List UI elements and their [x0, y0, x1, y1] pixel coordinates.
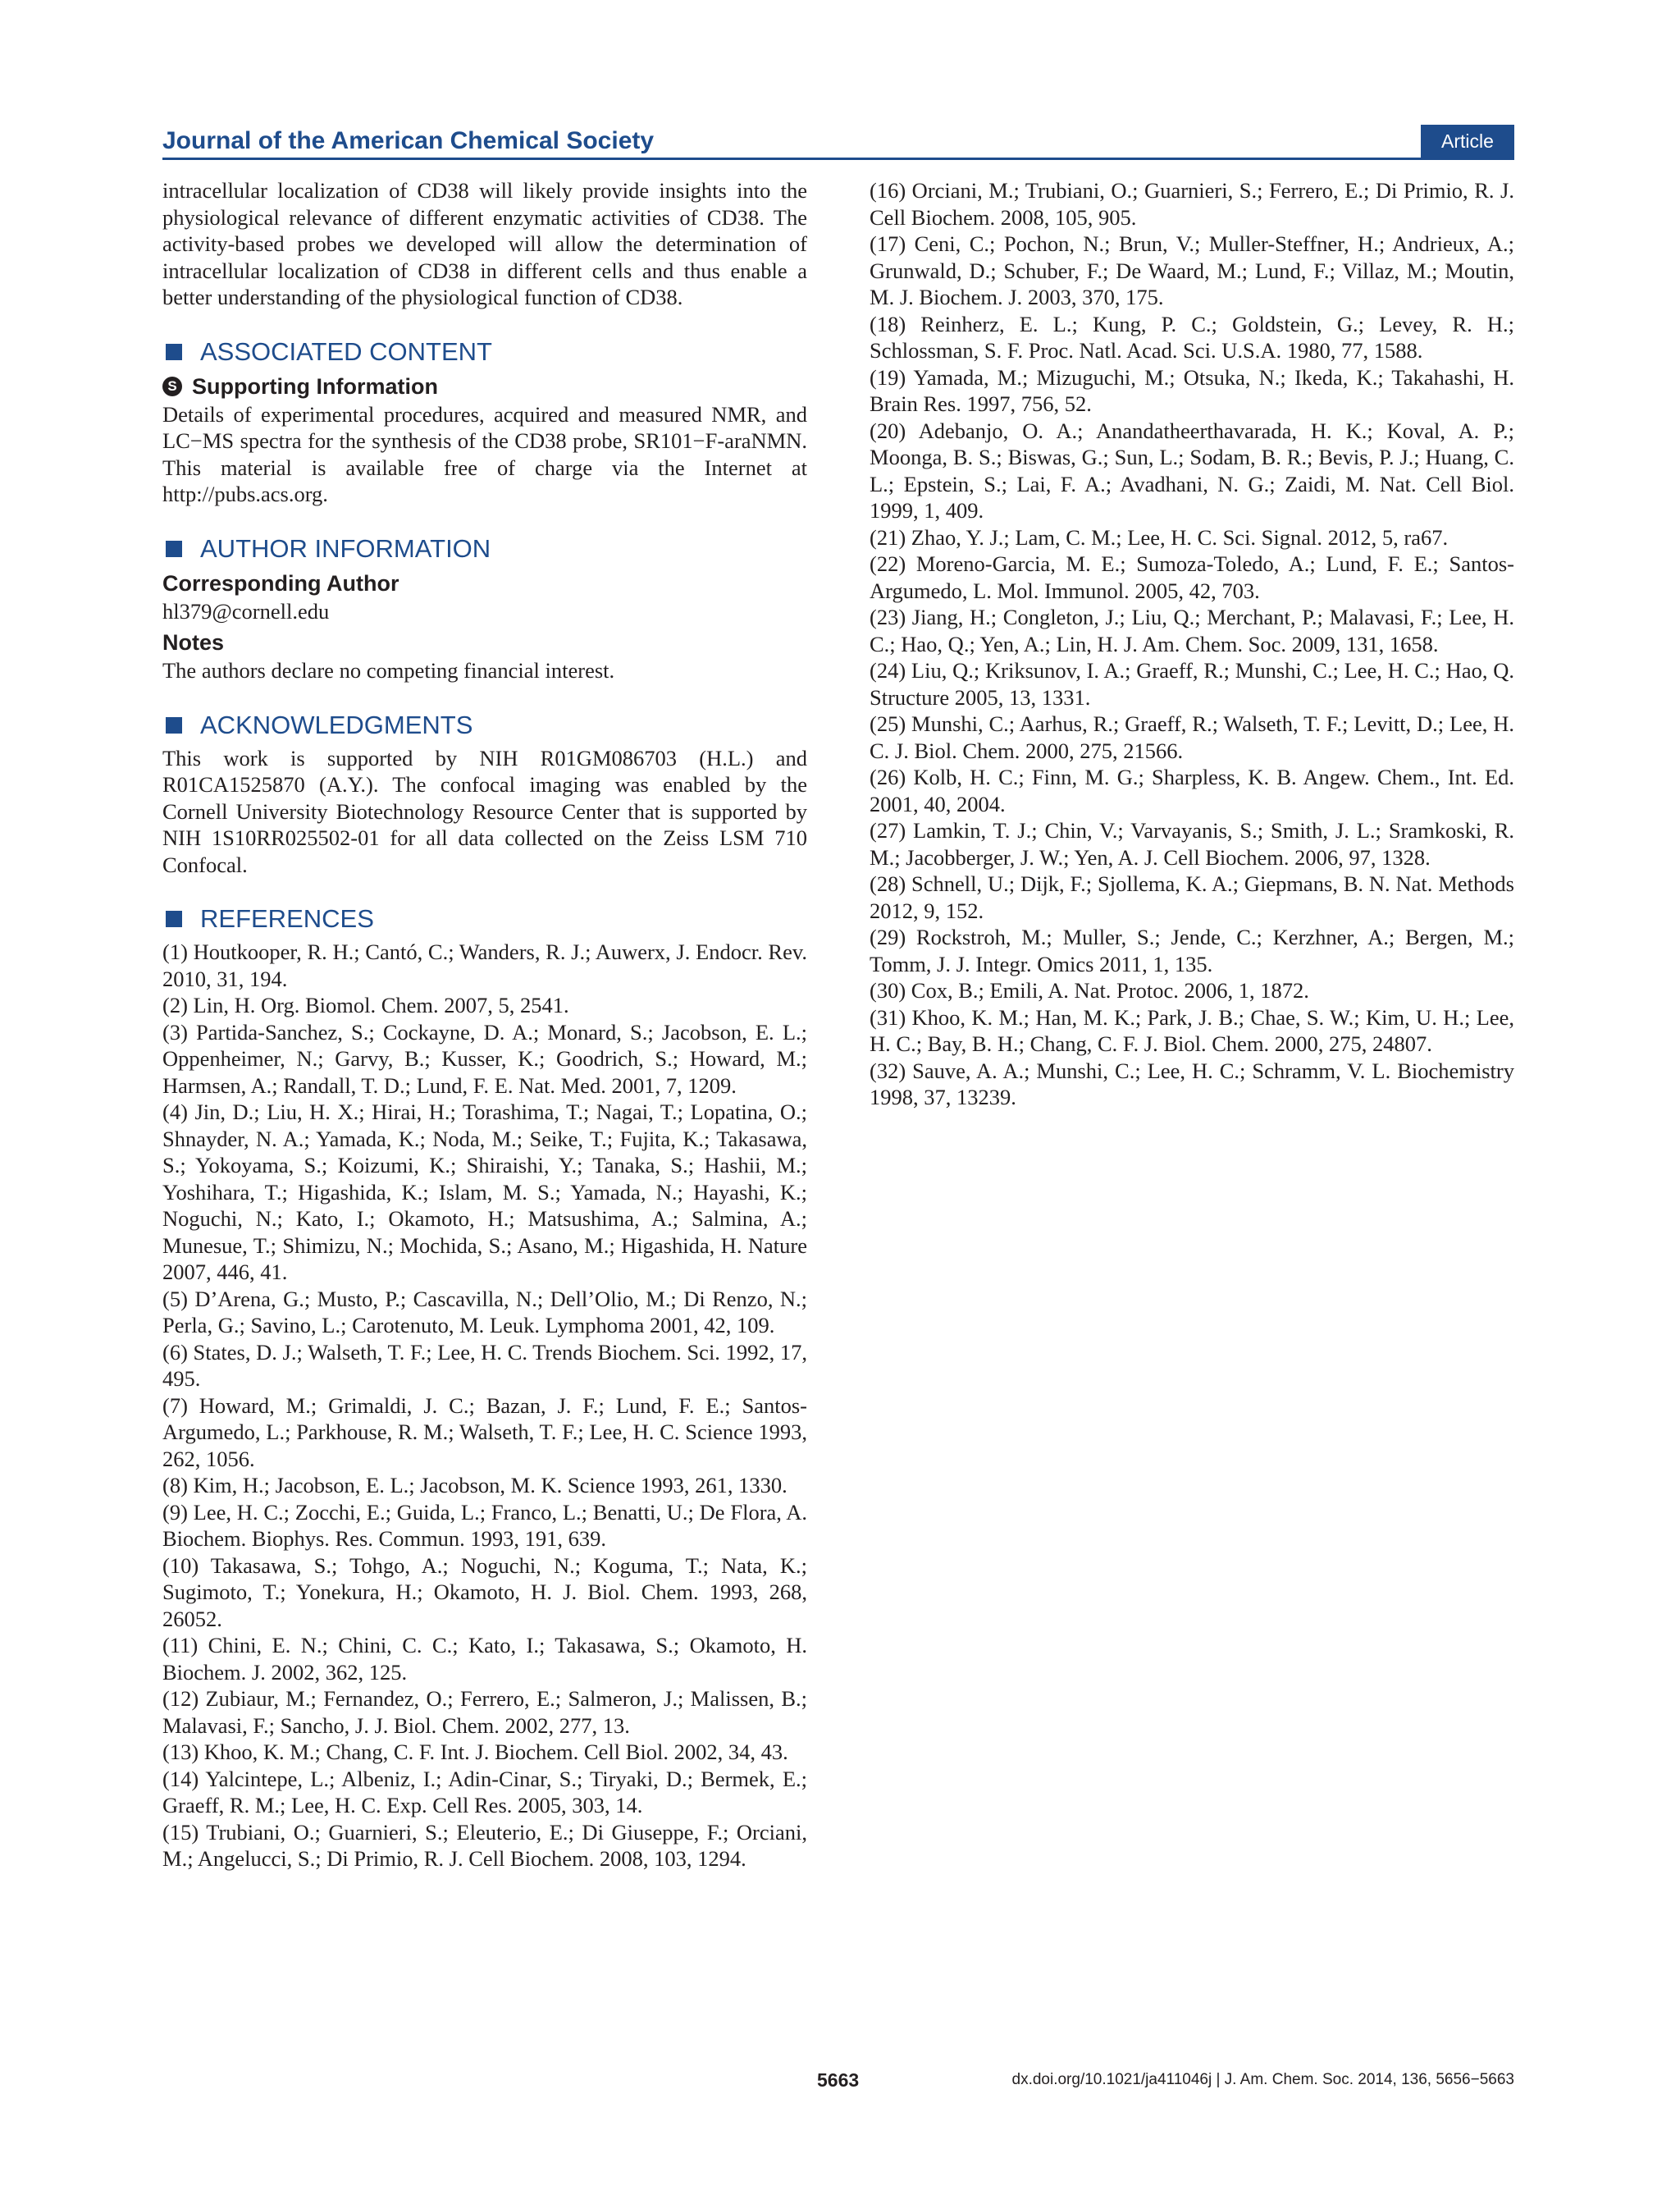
- journal-title: Journal of the American Chemical Society: [162, 127, 655, 154]
- author-information-title: AUTHOR INFORMATION: [200, 533, 491, 563]
- reference-item: (2) Lin, H. Org. Biomol. Chem. 2007, 5, 2541.: [162, 993, 569, 1017]
- section-square-icon: [166, 344, 182, 360]
- reference-item: (11) Chini, E. N.; Chini, C. C.; Kato, I.; Takasawa, S.; Okamoto, H. Biochem. J. 2002, 362, 125.: [162, 1633, 807, 1685]
- reference-item: (10) Takasawa, S.; Tohgo, A.; Noguchi, N.; Koguma, T.; Nata, K.; Sugimoto, T.; Yonekura, H.; Okamoto, H. J. Biol. Chem. 1993, 268, 26052.: [162, 1552, 807, 1631]
- references-heading: [162, 903, 807, 935]
- reference-item: (27) Lamkin, T. J.; Chin, V.; Varvayanis, S.; Smith, J. L.; Sramkoski, R. M.; Jacobberger, J. W.; Yen, A. J. Cell Biochem. 2006, 97, 1328.: [870, 818, 1514, 870]
- reference-item: (26) Kolb, H. C.; Finn, M. G.; Sharpless, K. B. Angew. Chem., Int. Ed. 2001, 40, 2004.: [870, 765, 1514, 816]
- reference-item: (3) Partida-Sanchez, S.; Cockayne, D. A.; Monard, S.; Jacobson, E. L.; Oppenheimer, N.; Garvy, B.; Kusser, K.; Goodrich, S.; Howard, M.; Harmsen, A.; Randall, T. D.; Lund, F. E. Nat. Med. 2001, 7, 1209.: [162, 1019, 807, 1098]
- author-information-heading: [162, 533, 807, 565]
- notes-text: The authors declare no competing financial interest.: [162, 658, 615, 683]
- reference-item: (17) Ceni, C.; Pochon, N.; Brun, V.; Muller-Steffner, H.; Andrieux, A.; Grunwald, D.; Schuber, F.; De Waard, M.; Lund, F.; Villaz, M.; Moutin, M. J. Biochem. J. 2003, 370, 175.: [870, 231, 1514, 309]
- page-number: 5663: [817, 2069, 860, 2091]
- section-square-icon: [166, 541, 182, 557]
- header-rule: [162, 158, 1514, 160]
- reference-item: (25) Munshi, C.; Aarhus, R.; Graeff, R.; Walseth, T. F.; Levitt, D.; Lee, H. C. J. Biol. Chem. 2000, 275, 21566.: [870, 711, 1514, 763]
- reference-item: (32) Sauve, A. A.; Munshi, C.; Lee, H. C.; Schramm, V. L. Biochemistry 1998, 37, 13239.: [870, 1058, 1514, 1109]
- references-list-left: [162, 939, 807, 1872]
- reference-item: (13) Khoo, K. M.; Chang, C. F. Int. J. Biochem. Cell Biol. 2002, 34, 43.: [162, 1740, 788, 1764]
- right-column: [870, 177, 1514, 1111]
- reference-item: (23) Jiang, H.; Congleton, J.; Liu, Q.; Merchant, P.; Malavasi, F.; Lee, H. C.; Hao, Q.; Yen, A.; Lin, H. J. Am. Chem. Soc. 2009, 131, 1658.: [870, 605, 1514, 656]
- intro-paragraph: intracellular localization of CD38 will likely provide insights into the physiological relevance of different enzymatic activities of CD38. The activity-based probes we developed will allow the determination of intracellular localization of CD38 in different cells and thus enable a better understanding of the physiological function of CD38.: [162, 178, 807, 309]
- reference-item: (9) Lee, H. C.; Zocchi, E.; Guida, L.; Franco, L.; Benatti, U.; De Flora, A. Biochem. Biophys. Res. Commun. 1993, 191, 639.: [162, 1499, 807, 1551]
- reference-item: (5) D’Arena, G.; Musto, P.; Cascavilla, N.; Dell’Olio, M.; Di Renzo, N.; Perla, G.; Savino, L.; Carotenuto, M. Leuk. Lymphoma 2001, 42, 109.: [162, 1286, 807, 1337]
- associated-content-heading: [162, 336, 807, 368]
- acknowledgments-text: This work is supported by NIH R01GM086703 (H.L.) and R01CA1525870 (A.Y.). The confocal imaging was enabled by the Cornell University Biotechnology Resource Center that is supported by NIH 1S10RR025502-01 for all data collected on the Zeiss LSM 710 Confocal.: [162, 745, 807, 877]
- reference-item: (6) States, D. J.; Walseth, T. F.; Lee, H. C. Trends Biochem. Sci. 1992, 17, 495.: [162, 1339, 807, 1391]
- section-square-icon: [166, 911, 182, 927]
- acknowledgments-title: ACKNOWLEDGMENTS: [200, 710, 473, 739]
- reference-item: (30) Cox, B.; Emili, A. Nat. Protoc. 2006, 1, 1872.: [870, 978, 1309, 1003]
- reference-item: (7) Howard, M.; Grimaldi, J. C.; Bazan, J. F.; Lund, F. E.; Santos-Argumedo, L.; Parkhouse, R. M.; Walseth, T. F.; Lee, H. C. Science 1993, 262, 1056.: [162, 1392, 807, 1471]
- supporting-info-text: Details of experimental procedures, acquired and measured NMR, and LC−MS spectra for the synthesis of the CD38 probe, SR101−F-araNMN. This material is available free of charge via the Internet at http://pubs.acs.org.: [162, 401, 807, 506]
- references-list-right: [870, 177, 1514, 1111]
- doi-citation[interactable]: dx.doi.org/10.1021/ja411046j | J. Am. Chem. Soc. 2014, 136, 5656−5663: [1011, 2071, 1514, 2088]
- supporting-info-label: Supporting Information: [192, 373, 438, 399]
- reference-item: (28) Schnell, U.; Dijk, F.; Sjollema, K. A.; Giepmans, B. N. Nat. Methods 2012, 9, 152.: [870, 871, 1514, 923]
- reference-item: (21) Zhao, Y. J.; Lam, C. M.; Lee, H. C. Sci. Signal. 2012, 5, ra67.: [870, 524, 1449, 550]
- reference-item: (29) Rockstroh, M.; Muller, S.; Jende, C.; Kerzhner, A.; Bergen, M.; Tomm, J. J. Integr. Omics 2011, 1, 135.: [870, 925, 1514, 976]
- supporting-info-heading[interactable]: [162, 372, 807, 401]
- section-square-icon: [166, 717, 182, 734]
- reference-item: (4) Jin, D.; Liu, H. X.; Hirai, H.; Torashima, T.; Nagai, T.; Lopatina, O.; Shnayder, N. A.; Yamada, K.; Noda, M.; Seike, T.; Fujita, K.; Takasawa, S.; Yokoyama, S.; Koizumi, K.; Shiraishi, Y.; Tanaka, S.; Hashii, M.; Yoshihara, T.; Higashida, K.; Islam, M. S.; Yamada, N.; Hayashi, K.; Noguchi, N.; Kato, I.; Okamoto, H.; Matsushima, A.; Salmina, A.; Munesue, T.; Shimizu, N.; Mochida, S.; Asano, M.; Higashida, H. Nature 2007, 446, 41.: [162, 1100, 807, 1284]
- reference-item: (24) Liu, Q.; Kriksunov, I. A.; Graeff, R.; Munshi, C.; Lee, H. C.; Hao, Q. Structure 2005, 13, 1331.: [870, 658, 1514, 710]
- reference-item: (1) Houtkooper, R. H.; Cantó, C.; Wanders, R. J.; Auwerx, J. Endocr. Rev. 2010, 31, 194.: [162, 939, 807, 991]
- reference-item: (15) Trubiani, O.; Guarnieri, S.; Eleuterio, E.; Di Giuseppe, F.; Orciani, M.; Angelucci, S.; Di Primio, R. J. Cell Biochem. 2008, 103, 1294.: [162, 1819, 807, 1871]
- reference-item: (14) Yalcintepe, L.; Albeniz, I.; Adin-Cinar, S.; Tiryaki, D.; Bermek, E.; Graeff, R. M.; Lee, H. C. Exp. Cell Res. 2005, 303, 14.: [162, 1766, 807, 1817]
- reference-item: (8) Kim, H.; Jacobson, E. L.; Jacobson, M. K. Science 1993, 261, 1330.: [162, 1473, 788, 1497]
- left-column: [162, 177, 807, 1872]
- acknowledgments-heading: [162, 709, 807, 742]
- corresponding-author-label: Corresponding Author: [162, 570, 399, 596]
- reference-item: (12) Zubiaur, M.; Fernandez, O.; Ferrero, E.; Salmeron, J.; Malissen, B.; Malavasi, F.; Sancho, J. J. Biol. Chem. 2002, 277, 13.: [162, 1686, 807, 1738]
- reference-item: (22) Moreno-Garcia, M. E.; Sumoza-Toledo, A.; Lund, F. E.; Santos-Argumedo, L. Mol. Immunol. 2005, 42, 703.: [870, 551, 1514, 603]
- supporting-info-icon: S: [162, 377, 182, 396]
- reference-item: (31) Khoo, K. M.; Han, M. K.; Park, J. B.; Chae, S. W.; Kim, U. H.; Lee, H. C.; Bay, B. H.; Chang, C. F. J. Biol. Chem. 2000, 275, 24807.: [870, 1004, 1514, 1056]
- reference-item: (20) Adebanjo, O. A.; Anandatheerthavarada, H. K.; Koval, A. P.; Moonga, B. S.; Biswas, G.; Sun, L.; Sodam, B. R.; Bevis, P. J.; Huang, C. L.; Epstein, S.; Lai, F. A.; Avadhani, N. G.; Zaidi, M. Nat. Cell Biol. 1999, 1, 409.: [870, 418, 1514, 523]
- page-header: [162, 125, 1514, 159]
- references-title: REFERENCES: [200, 904, 374, 933]
- reference-item: (19) Yamada, M.; Mizuguchi, M.; Otsuka, N.; Ikeda, K.; Takahashi, H. Brain Res. 1997, 756, 52.: [870, 364, 1514, 416]
- author-email-link[interactable]: hl379@cornell.edu: [162, 598, 330, 624]
- reference-item: (18) Reinherz, E. L.; Kung, P. C.; Goldstein, G.; Levey, R. H.; Schlossman, S. F. Proc. Natl. Acad. Sci. U.S.A. 1980, 77, 1588.: [870, 311, 1514, 363]
- notes-label: Notes: [162, 630, 225, 655]
- reference-item: (16) Orciani, M.; Trubiani, O.; Guarnieri, S.; Ferrero, E.; Di Primio, R. J. Cell Biochem. 2008, 105, 905.: [870, 178, 1514, 230]
- associated-content-title: ASSOCIATED CONTENT: [200, 336, 492, 366]
- article-badge: Article: [1421, 125, 1514, 158]
